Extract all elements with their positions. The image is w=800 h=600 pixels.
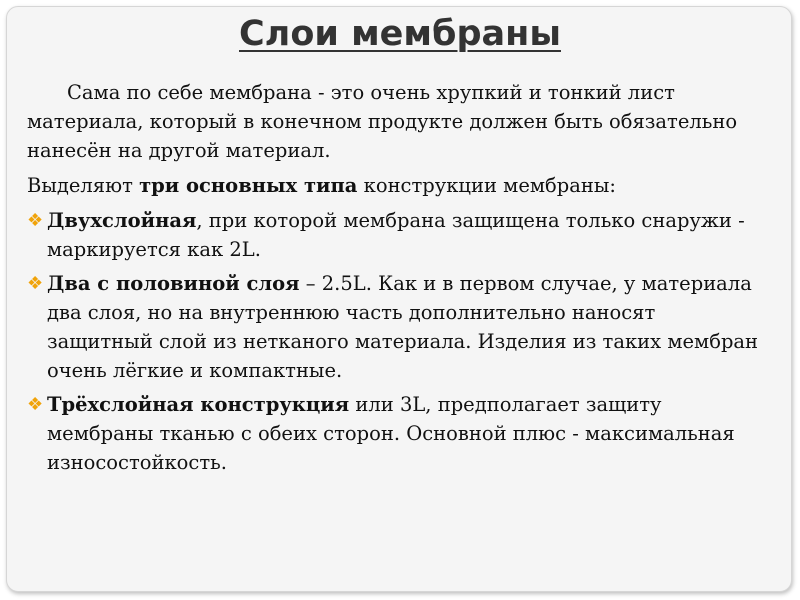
slide-content bbox=[27, 78, 767, 482]
types-intro-bold: три основных типа bbox=[139, 174, 358, 197]
diamond-bullet-icon: ❖ bbox=[27, 273, 44, 294]
list-item-two-and-half-layer bbox=[27, 269, 767, 385]
types-intro-suffix: конструкции мембраны: bbox=[357, 174, 616, 197]
types-intro-paragraph bbox=[27, 171, 767, 200]
bullet-text: , при которой мембрана защищена только снаружи - маркируется как 2L. bbox=[47, 209, 745, 261]
bullet-bold: Двухслойная bbox=[47, 209, 197, 232]
list-item-three-layer bbox=[27, 390, 767, 477]
bullet-text: или 3L, предполагает защиту мембраны тканью с обеих сторон. Основной плюс - максимальная износостойкость. bbox=[47, 393, 735, 474]
bullet-bold: Трёхслойная конструкция bbox=[47, 393, 350, 416]
types-intro-prefix: Выделяют bbox=[27, 174, 140, 197]
membrane-types-list bbox=[27, 206, 767, 477]
bullet-text: – 2.5L. Как и в первом случае, у материала два слоя, но на внутреннюю часть дополнительно наносят защитный слой из нетканого материала. Изделия из таких мембран очень лёгкие и компактные. bbox=[47, 272, 759, 382]
list-item-two-layer bbox=[27, 206, 767, 264]
intro-paragraph: Сама по себе мембрана - это очень хрупкий и тонкий лист материала, который в конечном продукте должен быть обязательно нанесён на другой материал. bbox=[27, 81, 738, 162]
bullet-bold: Два с половиной слоя bbox=[47, 272, 300, 295]
diamond-bullet-icon: ❖ bbox=[27, 210, 44, 231]
page-title: Слои мембраны bbox=[239, 14, 561, 54]
diamond-bullet-icon: ❖ bbox=[27, 394, 44, 415]
